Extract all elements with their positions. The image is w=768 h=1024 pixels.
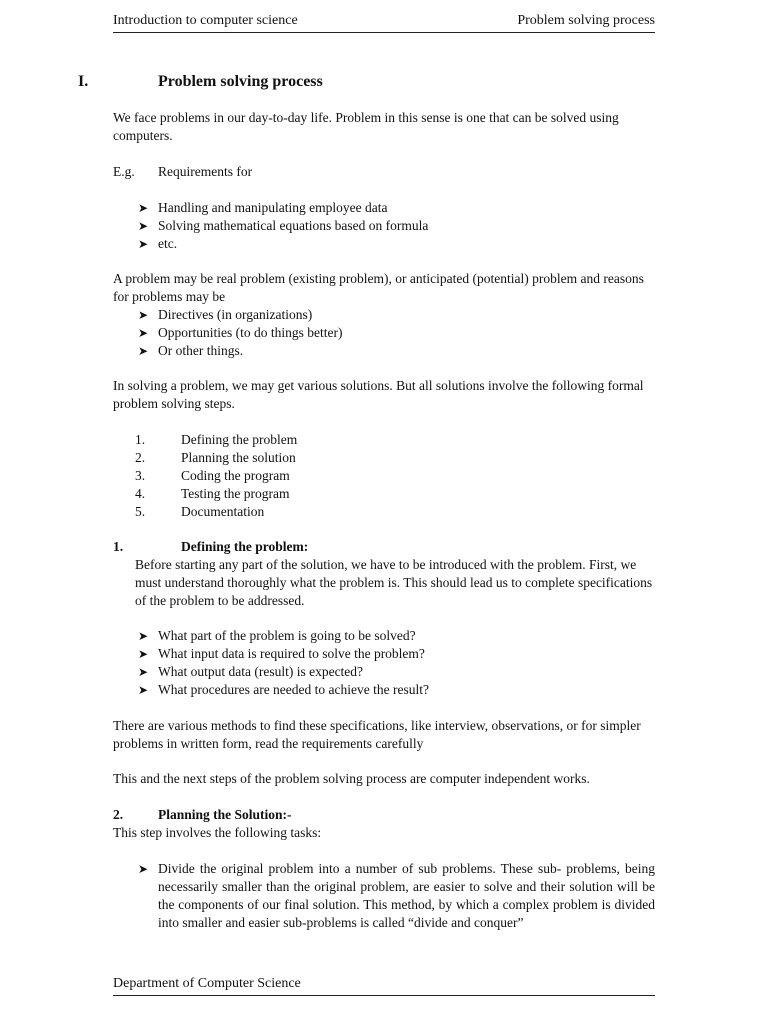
arrowhead-bullet-icon: ➤ [138,237,149,251]
intro-paragraph: We face problems in our day-to-day life. Problem in this sense is one that can be solved using computers. [113,110,619,143]
eg-text: Requirements for [158,164,253,179]
arrowhead-bullet-icon: ➤ [138,665,149,679]
section-1-body: Before starting any part of the solution, we have to be introduced with the problem. First, we must understand thoroughly what the problem is. This should lead us to complete specifications of the problem to be addressed. [135,557,653,608]
section-2-intro: This step involves the following tasks: [113,825,322,840]
arrowhead-bullet-icon: ➤ [138,344,149,358]
independent-paragraph: This and the next steps of the problem solving process are computer independent works. [113,771,590,786]
header-course: Introduction to computer science [113,13,298,28]
footer-department: Department of Computer Science [113,976,301,991]
arrowhead-bullet-icon: ➤ [138,308,149,322]
steps-intro-paragraph: In solving a problem, we may get various solutions. But all solutions involve the following formal problem solving steps. [113,378,644,411]
arrowhead-bullet-icon: ➤ [138,201,149,215]
eg-label: E.g. [113,164,135,179]
arrowhead-bullet-icon: ➤ [138,862,149,876]
arrowhead-bullet-icon: ➤ [138,219,149,233]
header-chapter: Problem solving process [517,13,655,28]
arrowhead-bullet-icon: ➤ [138,629,149,643]
arrowhead-bullet-icon: ➤ [138,647,149,661]
problem-paragraph: A problem may be real problem (existing problem), or anticipated (potential) problem and reasons for problems may be [113,271,644,304]
page-header [113,12,655,33]
arrowhead-bullet-icon: ➤ [138,683,149,697]
arrowhead-bullet-icon: ➤ [138,326,149,340]
page-footer [113,975,655,996]
methods-paragraph: There are various methods to find these specifications, like interview, observations, or for simpler problems in written form, read the requirements carefully [113,718,641,751]
title-text: Problem solving process [158,73,323,90]
eg-line [113,163,655,181]
title-number: I. [78,73,89,90]
